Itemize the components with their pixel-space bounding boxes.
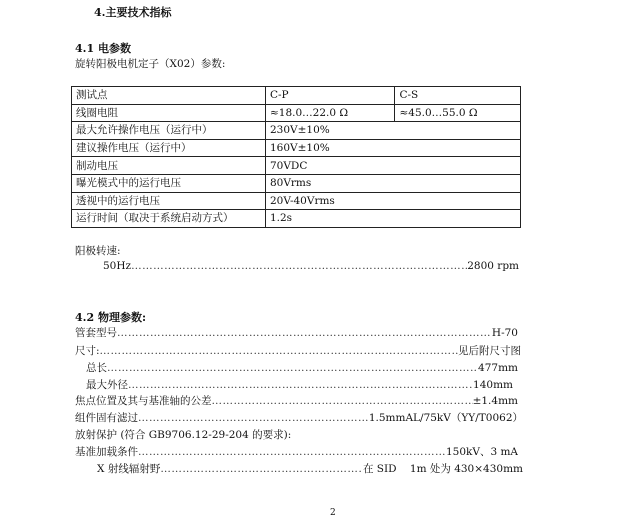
table-cell: 曝光模式中的运行电压 [72,174,266,192]
table-cell: 线圈电阻 [72,104,266,122]
leader-dots [160,463,363,475]
table-cell: 160V±10% [265,139,520,157]
spec-label: 基准加载条件 [75,446,138,458]
spec-value: 477mm [478,362,518,374]
spec-value: 见后附尺寸图 [458,345,521,357]
table-header-row [72,87,521,105]
stator-params-intro: 旋转阳极电机定子（X02）参数: [75,58,226,70]
spec-line [97,461,523,476]
table-row [72,157,521,175]
anode-speed-line [103,260,519,272]
table-row [72,139,521,157]
spec-label: 总长 [86,362,107,374]
leader-dots [100,345,458,357]
spec-line [75,325,518,340]
spec-value: 在 SID 1m 处为 430×430mm [362,463,523,475]
table-cell: ≈45.0…55.0 Ω [395,104,521,122]
anode-speed-label: 阳极转速: [75,245,121,257]
spec-line [86,360,518,375]
table-cell: 运行时间（取决于系统启动方式） [72,210,266,228]
electrical-params-heading: 4.1 电参数 [75,42,131,55]
stator-params-table [71,86,521,228]
spec-value: 150kV、3 mA [445,446,518,458]
spec-line [75,343,521,358]
table-cell: 制动电压 [72,157,266,175]
table-row [72,174,521,192]
table-header-cell: 测试点 [72,87,266,105]
spec-line [75,393,518,408]
physical-params-heading: 4.2 物理参数: [75,311,147,324]
table-cell: 20V-40Vrms [265,192,520,210]
table-row [72,210,521,228]
leader-dots [128,379,473,391]
spec-line [75,410,523,425]
table-row [72,104,521,122]
table-cell: ≈18.0…22.0 Ω [265,104,395,122]
table-cell: 透视中的运行电压 [72,192,266,210]
spec-label: X 射线辐射野 [97,463,161,475]
spec-line [86,377,513,392]
leader-dots [117,327,492,339]
leader-dots [212,395,473,407]
leader-dots [138,412,369,424]
table-cell: 70VDC [265,157,520,175]
table-cell: 1.2s [265,210,520,228]
spec-line [75,444,518,459]
leader-dots [107,362,478,374]
radiation-protection-label: 放射保护 (符合 GB9706.12-29-204 的要求): [75,429,292,441]
table-cell: 建议操作电压（运行中） [72,139,266,157]
spec-label: 组件固有滤过 [75,412,138,424]
leader-dots [138,446,446,458]
anode-speed-value: 2800 rpm [467,260,519,272]
table-header-cell: C-S [395,87,521,105]
section-title: 4.主要技术指标 [94,6,172,19]
spec-label: 焦点位置及其与基准轴的公差 [75,395,212,407]
table-header-cell: C-P [265,87,395,105]
table-cell: 最大允许操作电压（运行中） [72,122,266,140]
spec-label: 管套型号 [75,327,117,339]
leader-dots [131,260,467,272]
spec-value: 140mm [473,379,513,391]
anode-speed-item: 50Hz [103,260,132,272]
spec-value: ±1.4mm [472,395,518,407]
table-cell: 230V±10% [265,122,520,140]
spec-label: 最大外径 [86,379,128,391]
table-row [72,122,521,140]
page-number: 2 [330,508,336,518]
spec-value: H-70 [491,327,518,339]
spec-value: 1.5mmAL/75kV（YY/T0062） [368,412,523,424]
spec-label: 尺寸: [75,345,100,357]
table-cell: 80Vrms [265,174,520,192]
table-row [72,192,521,210]
